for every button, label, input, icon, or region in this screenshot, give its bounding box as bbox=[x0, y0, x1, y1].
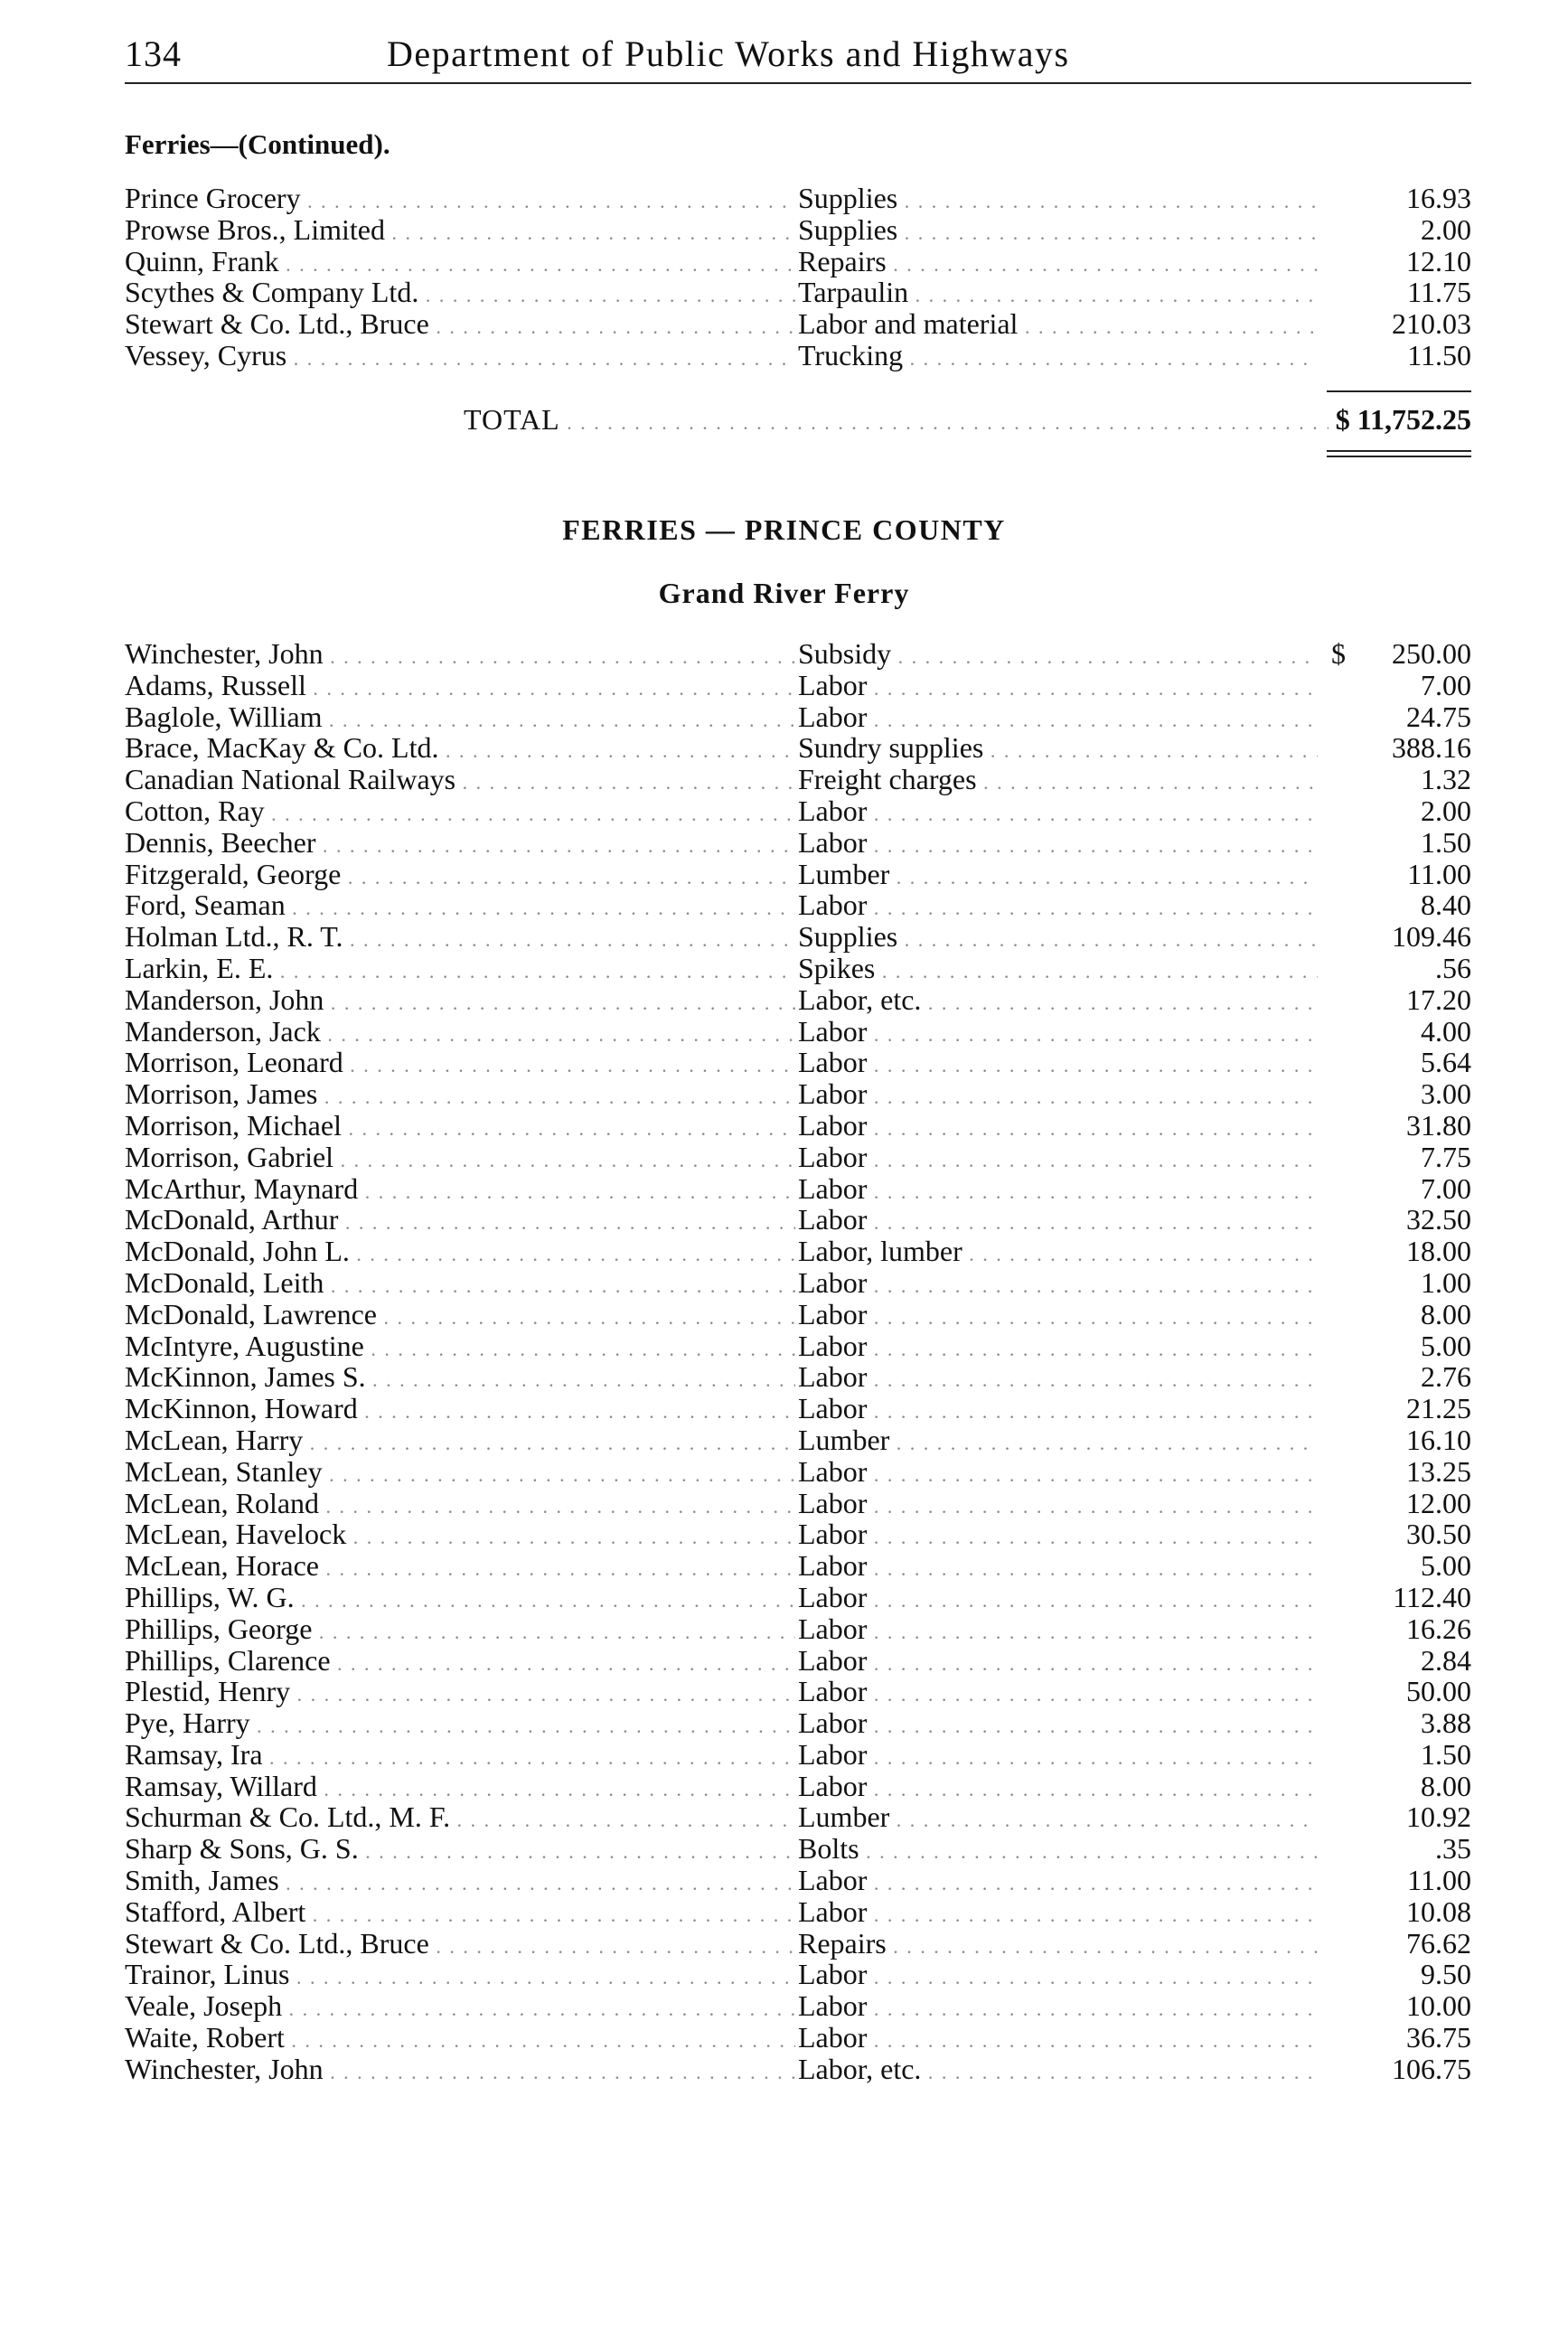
amount: 10.08 bbox=[1318, 1896, 1471, 1928]
ledger-row bbox=[125, 1707, 1471, 1739]
ledger-row bbox=[125, 1488, 1471, 1519]
payee-name: Winchester, John . . . bbox=[125, 638, 795, 673]
ledger-row bbox=[125, 1518, 1471, 1550]
ledger-row bbox=[125, 1393, 1471, 1424]
expense-description: Labor . . . bbox=[798, 1267, 1413, 1302]
page-number: 134 bbox=[125, 33, 182, 74]
expense-description: Labor . . . bbox=[798, 1330, 1413, 1366]
expense-description: Labor, lumber . . . bbox=[798, 1236, 1413, 1271]
ledger-row bbox=[125, 638, 1471, 670]
expense-description: Labor, etc. . . . bbox=[798, 2054, 1413, 2089]
expense-description: Labor . . . bbox=[798, 1518, 1413, 1554]
payee-name: McLean, Stanley . . . bbox=[125, 1456, 795, 1491]
payee-name: Canadian National Railways . . . bbox=[125, 764, 795, 799]
ledger-row bbox=[125, 2022, 1471, 2054]
payee-name: Phillips, W. G. . . . bbox=[125, 1582, 795, 1617]
ledger-row bbox=[125, 1173, 1471, 1205]
payee-name: Pye, Harry . . . bbox=[125, 1707, 795, 1743]
ledger-row bbox=[125, 1142, 1471, 1173]
ledger-row bbox=[125, 1047, 1471, 1078]
ledger-row bbox=[125, 827, 1471, 859]
amount: 36.75 bbox=[1318, 2022, 1471, 2054]
expense-description: Bolts . . . bbox=[798, 1833, 1413, 1868]
expense-description: Labor . . . bbox=[798, 1865, 1413, 1900]
ledger-row bbox=[125, 984, 1471, 1016]
payee-name: Schurman & Co. Ltd., M. F. . . . bbox=[125, 1801, 795, 1837]
section-heading-continued: Ferries—(Continued). bbox=[125, 128, 390, 160]
expense-description: Tarpaulin . . . bbox=[798, 277, 1413, 312]
amount: 5.64 bbox=[1318, 1047, 1471, 1078]
expense-description: Labor . . . bbox=[798, 1582, 1413, 1617]
ferry-subtitle: Grand River Ferry bbox=[658, 577, 910, 609]
amount: 11.00 bbox=[1318, 859, 1471, 890]
amount: 106.75 bbox=[1318, 2054, 1471, 2085]
expense-description: Labor . . . bbox=[798, 1645, 1413, 1680]
ledger-row bbox=[125, 701, 1471, 733]
expense-description: Labor . . . bbox=[798, 827, 1413, 862]
amount: 8.00 bbox=[1318, 1299, 1471, 1330]
payee-name: Veale, Joseph . . . bbox=[125, 1990, 795, 2026]
ledger-row bbox=[125, 1267, 1471, 1299]
amount: 7.00 bbox=[1318, 670, 1471, 701]
amount: 76.62 bbox=[1318, 1928, 1471, 1960]
ledger-row bbox=[125, 183, 1471, 214]
amount: 7.00 bbox=[1318, 1173, 1471, 1205]
payee-name: Smith, James . . . bbox=[125, 1865, 795, 1900]
amount: 13.25 bbox=[1318, 1456, 1471, 1488]
ledger-row bbox=[125, 889, 1471, 921]
payee-name: Stewart & Co. Ltd., Bruce . . . bbox=[125, 308, 795, 343]
ledger-row bbox=[125, 1645, 1471, 1677]
payee-name: Ramsay, Ira . . . bbox=[125, 1739, 795, 1774]
amount: 16.26 bbox=[1318, 1613, 1471, 1645]
amount: 2.84 bbox=[1318, 1645, 1471, 1677]
expense-description: Labor, etc. . . . bbox=[798, 984, 1413, 1020]
total-amount: $ 11,752.25 bbox=[1329, 403, 1471, 436]
expense-description: Labor . . . bbox=[798, 1959, 1413, 1994]
expense-description: Lumber . . . bbox=[798, 1801, 1413, 1837]
payee-name: McArthur, Maynard . . . bbox=[125, 1173, 795, 1208]
payee-name: Holman Ltd., R. T. . . . bbox=[125, 921, 795, 956]
payee-name: Sharp & Sons, G. S. . . . bbox=[125, 1833, 795, 1868]
expense-description: Labor and material . . . bbox=[798, 308, 1413, 343]
payee-name: Manderson, Jack . . . bbox=[125, 1016, 795, 1051]
amount: 3.88 bbox=[1318, 1707, 1471, 1739]
payee-name: Ramsay, Willard . . . bbox=[125, 1771, 795, 1806]
total-double-rule-top bbox=[1327, 450, 1471, 452]
payee-name: Baglole, William . . . bbox=[125, 701, 795, 737]
ledger-row bbox=[125, 1016, 1471, 1048]
payee-name: McLean, Harry . . . bbox=[125, 1424, 795, 1460]
header-rule bbox=[125, 82, 1471, 84]
amount: 21.25 bbox=[1318, 1393, 1471, 1424]
ledger-row bbox=[125, 1456, 1471, 1488]
payee-name: McDonald, Leith . . . bbox=[125, 1267, 795, 1302]
payee-name: Dennis, Beecher . . . bbox=[125, 827, 795, 862]
expense-description: Labor . . . bbox=[798, 1361, 1413, 1396]
amount: 112.40 bbox=[1318, 1582, 1471, 1613]
ledger-row bbox=[125, 1550, 1471, 1582]
ledger-row bbox=[125, 1801, 1471, 1833]
county-ledger bbox=[125, 638, 1471, 2085]
amount: 1.32 bbox=[1318, 764, 1471, 795]
ledger-row bbox=[125, 1236, 1471, 1267]
expense-description: Supplies . . . bbox=[798, 921, 1413, 956]
expense-description: Labor . . . bbox=[798, 1488, 1413, 1523]
county-section-title: FERRIES — PRINCE COUNTY bbox=[562, 513, 1006, 546]
expense-description: Sundry supplies . . . bbox=[798, 732, 1413, 767]
expense-description: Labor . . . bbox=[798, 1676, 1413, 1711]
payee-name: Scythes & Company Ltd. . . . bbox=[125, 277, 795, 312]
expense-description: Labor . . . bbox=[798, 1771, 1413, 1806]
ledger-row bbox=[125, 732, 1471, 764]
payee-name: Cotton, Ray . . . bbox=[125, 795, 795, 831]
amount: 10.92 bbox=[1318, 1801, 1471, 1833]
currency-symbol: $ bbox=[1331, 638, 1358, 670]
expense-description: Labor . . . bbox=[798, 2022, 1413, 2057]
ledger-row bbox=[125, 670, 1471, 701]
amount: 5.00 bbox=[1318, 1550, 1471, 1582]
ledger-row bbox=[125, 1896, 1471, 1928]
payee-name: Plestid, Henry . . . bbox=[125, 1676, 795, 1711]
amount: 2.76 bbox=[1318, 1361, 1471, 1393]
payee-name: Morrison, Michael . . . bbox=[125, 1110, 795, 1145]
ledger-row bbox=[125, 246, 1471, 277]
expense-description: Labor . . . bbox=[798, 1896, 1413, 1932]
expense-description: Repairs . . . bbox=[798, 246, 1413, 281]
amount: 16.10 bbox=[1318, 1424, 1471, 1456]
ledger-row bbox=[125, 1990, 1471, 2022]
amount: 109.46 bbox=[1318, 921, 1471, 953]
expense-description: Labor . . . bbox=[798, 1990, 1413, 2026]
expense-description: Spikes . . . bbox=[798, 953, 1413, 988]
payee-name: Prowse Bros., Limited . . . bbox=[125, 214, 795, 249]
amount: .35 bbox=[1318, 1833, 1471, 1865]
expense-description: Labor . . . bbox=[798, 1456, 1413, 1491]
expense-description: Labor . . . bbox=[798, 701, 1413, 737]
expense-description: Labor . . . bbox=[798, 889, 1413, 925]
expense-description: Labor . . . bbox=[798, 1173, 1413, 1208]
expense-description: Labor . . . bbox=[798, 1142, 1413, 1177]
payee-name: McDonald, John L. . . . bbox=[125, 1236, 795, 1271]
ledger-row bbox=[125, 795, 1471, 827]
amount: 3.00 bbox=[1318, 1078, 1471, 1110]
expense-description: Labor . . . bbox=[798, 1047, 1413, 1082]
amount: 31.80 bbox=[1318, 1110, 1471, 1142]
expense-description: Labor . . . bbox=[798, 1078, 1413, 1114]
payee-name: Stewart & Co. Ltd., Bruce . . . bbox=[125, 1928, 795, 1963]
payee-name: Adams, Russell . . . bbox=[125, 670, 795, 705]
expense-description: Labor . . . bbox=[798, 1613, 1413, 1649]
expense-description: Labor . . . bbox=[798, 1707, 1413, 1743]
ledger-row bbox=[125, 277, 1471, 308]
subtotal-rule bbox=[1327, 390, 1471, 392]
expense-description: Labor . . . bbox=[798, 795, 1413, 831]
ledger-row bbox=[125, 1676, 1471, 1707]
amount: 250.00 bbox=[1318, 638, 1471, 670]
ledger-row bbox=[125, 1424, 1471, 1456]
payee-name: McLean, Roland . . . bbox=[125, 1488, 795, 1523]
payee-name: Trainor, Linus . . . bbox=[125, 1959, 795, 1994]
amount: 17.20 bbox=[1318, 984, 1471, 1016]
amount: 18.00 bbox=[1318, 1236, 1471, 1267]
payee-name: Waite, Robert . . . bbox=[125, 2022, 795, 2057]
ledger-row bbox=[125, 764, 1471, 795]
total-row bbox=[125, 403, 1471, 436]
ledger-row bbox=[125, 1833, 1471, 1865]
ledger-row bbox=[125, 1361, 1471, 1393]
expense-description: Supplies . . . bbox=[798, 214, 1413, 249]
payee-name: Prince Grocery . . . bbox=[125, 183, 795, 218]
amount: 11.75 bbox=[1318, 277, 1471, 308]
payee-name: Quinn, Frank . . . bbox=[125, 246, 795, 281]
payee-name: Vessey, Cyrus . . . bbox=[125, 340, 795, 375]
amount: .56 bbox=[1318, 953, 1471, 984]
continued-ledger bbox=[125, 183, 1471, 371]
payee-name: Morrison, Leonard . . . bbox=[125, 1047, 795, 1082]
ledger-row bbox=[125, 921, 1471, 953]
ledger-row bbox=[125, 1330, 1471, 1362]
expense-description: Labor . . . bbox=[798, 670, 1413, 705]
amount: 11.50 bbox=[1318, 340, 1471, 371]
amount: 11.00 bbox=[1318, 1865, 1471, 1896]
payee-name: Larkin, E. E. . . . bbox=[125, 953, 795, 988]
running-title: Department of Public Works and Highways bbox=[387, 33, 1070, 74]
ledger-row bbox=[125, 214, 1471, 246]
total-double-rule-bottom bbox=[1327, 456, 1471, 457]
payee-name: McKinnon, Howard . . . bbox=[125, 1393, 795, 1428]
payee-name: Morrison, James . . . bbox=[125, 1078, 795, 1114]
payee-name: McDonald, Lawrence . . . bbox=[125, 1299, 795, 1334]
ledger-row bbox=[125, 1582, 1471, 1613]
amount: 8.40 bbox=[1318, 889, 1471, 921]
ledger-row bbox=[125, 1613, 1471, 1645]
payee-name: McIntyre, Augustine . . . bbox=[125, 1330, 795, 1366]
amount: 10.00 bbox=[1318, 1990, 1471, 2022]
amount: 4.00 bbox=[1318, 1016, 1471, 1048]
amount: 24.75 bbox=[1318, 701, 1471, 733]
ledger-row bbox=[125, 1865, 1471, 1896]
ledger-row bbox=[125, 953, 1471, 984]
ledger-row bbox=[125, 1739, 1471, 1771]
expense-description: Labor . . . bbox=[798, 1393, 1413, 1428]
expense-description: Lumber . . . bbox=[798, 859, 1413, 894]
total-label: TOTAL . . . bbox=[464, 403, 1394, 439]
expense-description: Labor . . . bbox=[798, 1110, 1413, 1145]
ledger-row bbox=[125, 340, 1471, 371]
payee-name: Manderson, John . . . bbox=[125, 984, 795, 1020]
payee-name: McLean, Horace . . . bbox=[125, 1550, 795, 1585]
amount: 50.00 bbox=[1318, 1676, 1471, 1707]
amount: 388.16 bbox=[1318, 732, 1471, 764]
amount: 32.50 bbox=[1318, 1204, 1471, 1236]
expense-description: Labor . . . bbox=[798, 1299, 1413, 1334]
amount: 1.50 bbox=[1318, 1739, 1471, 1771]
payee-name: Ford, Seaman . . . bbox=[125, 889, 795, 925]
amount: 5.00 bbox=[1318, 1330, 1471, 1362]
ledger-row bbox=[125, 1110, 1471, 1142]
expense-description: Trucking . . . bbox=[798, 340, 1413, 375]
ledger-row bbox=[125, 308, 1471, 340]
expense-description: Subsidy . . . bbox=[798, 638, 1413, 673]
payee-name: Fitzgerald, George . . . bbox=[125, 859, 795, 894]
amount: 210.03 bbox=[1318, 308, 1471, 340]
expense-description: Lumber . . . bbox=[798, 1424, 1413, 1460]
expense-description: Repairs . . . bbox=[798, 1928, 1413, 1963]
payee-name: Stafford, Albert . . . bbox=[125, 1896, 795, 1932]
payee-name: Winchester, John . . . bbox=[125, 2054, 795, 2089]
amount: 16.93 bbox=[1318, 183, 1471, 214]
amount: 1.00 bbox=[1318, 1267, 1471, 1299]
expense-description: Labor . . . bbox=[798, 1550, 1413, 1585]
amount: 7.75 bbox=[1318, 1142, 1471, 1173]
amount: 1.50 bbox=[1318, 827, 1471, 859]
amount: 2.00 bbox=[1318, 795, 1471, 827]
amount: 12.10 bbox=[1318, 246, 1471, 277]
expense-description: Labor . . . bbox=[798, 1739, 1413, 1774]
amount: 8.00 bbox=[1318, 1771, 1471, 1802]
expense-description: Labor . . . bbox=[798, 1204, 1413, 1239]
ledger-row bbox=[125, 1204, 1471, 1236]
payee-name: McKinnon, James S. . . . bbox=[125, 1361, 795, 1396]
ledger-row bbox=[125, 2054, 1471, 2085]
amount: 9.50 bbox=[1318, 1959, 1471, 1990]
page-header bbox=[125, 33, 1471, 80]
payee-name: Phillips, Clarence . . . bbox=[125, 1645, 795, 1680]
ledger-row bbox=[125, 1928, 1471, 1960]
ledger-row bbox=[125, 1959, 1471, 1990]
ledger-row bbox=[125, 1299, 1471, 1330]
amount: 30.50 bbox=[1318, 1518, 1471, 1550]
expense-description: Freight charges . . . bbox=[798, 764, 1413, 799]
payee-name: Phillips, George . . . bbox=[125, 1613, 795, 1649]
payee-name: Morrison, Gabriel . . . bbox=[125, 1142, 795, 1177]
amount: 2.00 bbox=[1318, 214, 1471, 246]
payee-name: McDonald, Arthur . . . bbox=[125, 1204, 795, 1239]
ledger-row bbox=[125, 1078, 1471, 1110]
ledger-row bbox=[125, 1771, 1471, 1802]
ledger-row bbox=[125, 859, 1471, 890]
expense-description: Supplies . . . bbox=[798, 183, 1413, 218]
expense-description: Labor . . . bbox=[798, 1016, 1413, 1051]
payee-name: McLean, Havelock . . . bbox=[125, 1518, 795, 1554]
payee-name: Brace, MacKay & Co. Ltd. . . . bbox=[125, 732, 795, 767]
amount: 12.00 bbox=[1318, 1488, 1471, 1519]
